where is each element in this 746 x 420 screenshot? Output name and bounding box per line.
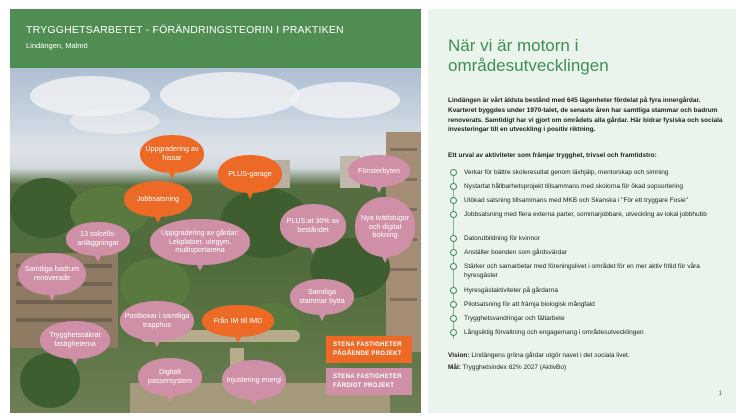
vision-line: Vision: Lindängens gröna gårdar utgör navet i det sociala livet. [448, 352, 630, 359]
activity-item: Hyresgästaktiviteter på gårdarna [450, 286, 730, 295]
bubble-badrum: Samtliga badrum renoverade [18, 253, 86, 295]
activity-item: Verkar för bättre skoleresultat genom läxhjälp, mentorskap och simning [450, 168, 730, 177]
activity-item: Stärker och samarbetar med föreningslivet i området för en mer aktiv fritid för våra hyresgäster [450, 262, 730, 281]
bullet-dot-icon [450, 169, 457, 176]
bullet-dot-icon [450, 211, 457, 218]
bullet-dot-icon [450, 329, 457, 336]
bubble-jobbsatsning: Jobbsatsning [124, 181, 192, 217]
bubble-plus-garage: PLUS-garage [218, 155, 282, 193]
activity-item: Nystartat hållbarhetsprojekt tillsammans med skolorna för ökad sopsortering [450, 182, 730, 191]
activity-item: Långsiktig förvaltning och engagemang i områdesutvecklingen [450, 328, 730, 337]
left-title: TRYGGHETSARBETET - FÖRÄNDRINGSTEORIN I PRAKTIKEN [26, 24, 344, 36]
bullet-dot-icon [450, 249, 457, 256]
bubble-fonsterbyten: Fönsterbyten [348, 155, 410, 187]
activity-item: Utökad satsning tillsammans med MKB och Skanska i "För ett tryggare Fosie" [450, 196, 730, 205]
legend-ongoing: STENA FASTIGHETER PÅGÅENDE PROJEKT [326, 336, 412, 363]
bubble-gardar: Uppgradering av gårdar: Lekplatser, utegym, multisportarena [150, 219, 250, 265]
activity-item: Anställer boenden som gårdsvärdar [450, 248, 730, 257]
activities-title: Ett urval av aktiviteter som främjar trygghet, trivsel och framtidstro: [448, 152, 657, 159]
bullet-dot-icon [450, 287, 457, 294]
left-panel [10, 9, 421, 413]
bullet-dot-icon [450, 235, 457, 242]
bubble-solcells: 13 solcells-anläggningar [66, 222, 130, 256]
intro-paragraph: Lindängen är vårt äldsta bestånd med 645 lägenheter fördelat på fyra innergårdar. Kvarteret byggdes under 1970-talet, de senaste åren har samtliga stammar och badrum renoverats. Samtidigt har vi gjort om områdets alla gårdar. Här bidrar fysiska och sociala investeringar till en utveckling i positiv riktning. [448, 97, 723, 134]
bullet-dot-icon [450, 197, 457, 204]
activity-item: Trygghetsvandringar och fältarbete [450, 314, 730, 323]
bubble-im-imd: Från IM till IMD [202, 305, 274, 337]
bubble-trygghet: Trygghetssäkrat fastigheterna [40, 321, 110, 359]
bubble-passer: Digitalt passersystem [138, 358, 202, 396]
page-number: 1 [718, 391, 722, 397]
goal-line: Mål: Trygghetsindex 82% 2027 (AktivBo) [448, 364, 567, 371]
bubble-hissar: Uppgradering av hissar [140, 135, 204, 173]
left-header [10, 9, 421, 68]
right-panel [428, 9, 736, 413]
activity-item: Datorutbildning för kvinnor [450, 234, 730, 243]
bubble-plus-30: PLUS:at 30% av beståndet [280, 204, 346, 248]
bubble-tvattstugor: Nya tvättstugor och digital bokning [355, 197, 415, 257]
bubble-energi: Injustering energi [222, 360, 286, 400]
bubble-postboxar: Postboxar i samtliga trapphus [120, 301, 194, 341]
activity-item: Jobbsatsning med flera externa parter, sommarjobbare, utveckling av lokal jobbhubb [450, 210, 730, 219]
bullet-dot-icon [450, 263, 457, 270]
left-subtitle: Lindängen, Malmö [26, 41, 88, 50]
legend-done: STENA FASTIGHETER FÄRDIGT PROJEKT [326, 368, 412, 395]
activity-item: Pilotsatsning för att främja biologisk mångfald [450, 300, 730, 309]
bullet-dot-icon [450, 301, 457, 308]
bullet-dot-icon [450, 183, 457, 190]
bullet-dot-icon [450, 315, 457, 322]
bubble-stammar: Samtliga stammar bytta [290, 279, 354, 315]
right-heading: När vi är motorn i områdesutvecklingen [448, 36, 609, 76]
